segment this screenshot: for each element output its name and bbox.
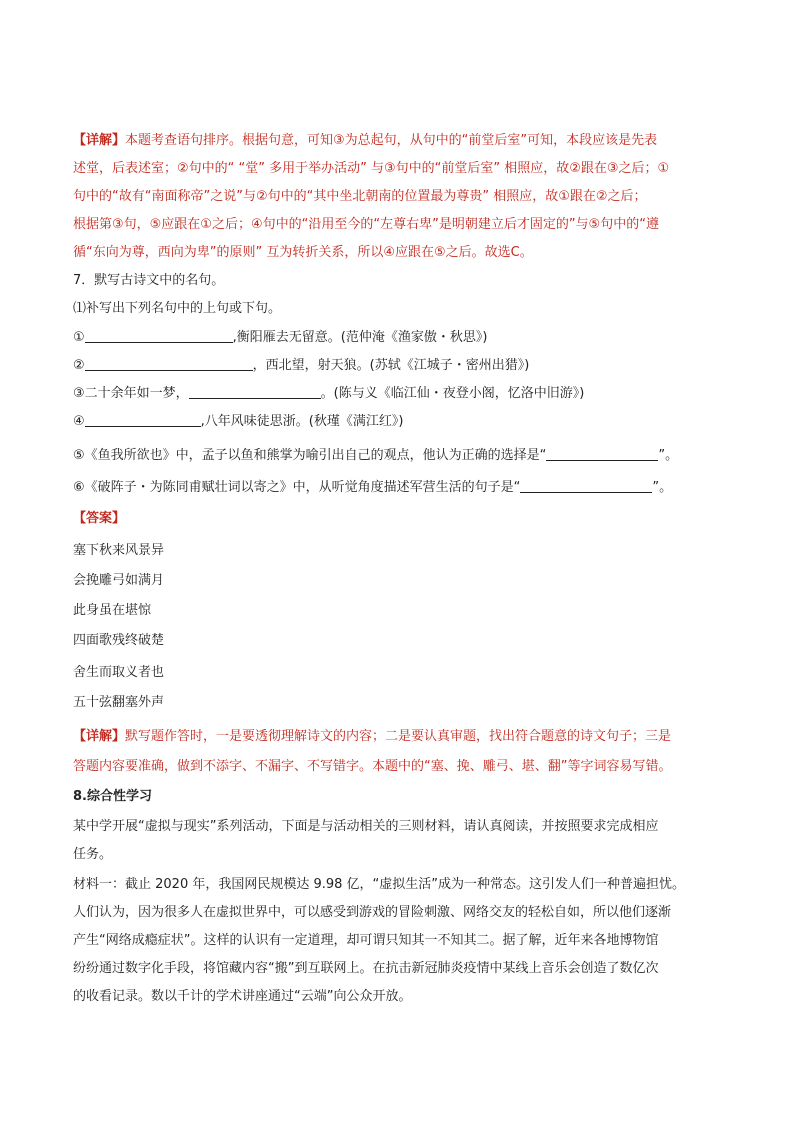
answer-blank-1[interactable] — [85, 328, 233, 343]
q8-title: 8.综合性学习 — [73, 789, 152, 804]
q7-explanation-text-1: 默写题作答时，一是要透彻理解诗文的内容；二是要认真审题，找出符合题意的诗文句子；三是 — [125, 729, 672, 744]
q7-item-2 — [73, 356, 529, 375]
answer-blank-5[interactable] — [546, 446, 658, 461]
answer-item: 四面歌残终破楚 — [73, 633, 165, 648]
q7-item-3 — [73, 384, 584, 403]
material1-line-4: 纷纷通过数字化手段，将馆藏内容“搬”到互联网上。在抗击新冠肺炎疫情中某线上音乐会创造了数亿次 — [73, 961, 659, 976]
q6-explanation-line-3: 句中的“故有“南面称帝”之说”与②句中的“其中坐北朝南的位置最为尊贵” 相照应，故①跟在②之后； — [73, 189, 647, 204]
q7-item-1-text: ,衡阳雁去无留意。(范仲淹《渔家傲・秋思》) — [232, 330, 488, 345]
q7-item-6-text-before: ⑥《破阵子・为陈同甫赋壮词以寄之》中，从听觉角度描述军营生活的句子是“ — [73, 480, 521, 495]
q6-explanation-text-1: 本题考查语句排序。根据句意，可知③为总起句，从句中的“前堂后室”可知，本段应该是先表 — [125, 133, 658, 148]
q7-item-6-text-after: ”。 — [652, 480, 673, 495]
q7-item-4-text: ,八年风味徒思浙。(秋瑾《满江红》) — [200, 414, 404, 429]
q6-explanation-line-4: 根据第③句，⑤应跟在①之后；④句中的“沿用至今的“左尊右卑”是明朝建立后才固定的”与⑤句中的“遵 — [73, 217, 659, 232]
answer-blank-4[interactable] — [85, 412, 201, 427]
answer-item: 会挽雕弓如满月 — [73, 573, 165, 588]
answer-item: 此身虽在堪惊 — [73, 603, 152, 618]
q7-item-3-text-after: 。(陈与义《临江仙・夜登小阁，忆洛中旧游》) — [320, 386, 585, 401]
answer-item: 塞下秋来风景异 — [73, 543, 165, 558]
q6-explanation-line-5: 循“东向为尊，西向为卑”的原则” 互为转折关系，所以④应跟在⑤之后。故选C。 — [73, 245, 533, 260]
q6-explanation-tag: 【详解】 — [73, 133, 126, 148]
q7-title: 7．默写古诗文中的名句。 — [73, 273, 225, 288]
q7-item-5 — [73, 446, 678, 465]
material1-line-5: 的收看记录。数以千计的学术讲座通过“云端”向公众开放。 — [73, 989, 412, 1004]
answer-blank-6[interactable] — [520, 478, 652, 493]
material1-line-1: 材料一：截止 2020 年，我国网民规模达 9.98 亿，“虚拟生活”成为一种常态。这引发人们一种普遍担忧。 — [73, 877, 686, 892]
answer-blank-2[interactable] — [85, 356, 253, 371]
q7-item-1-num: ① — [73, 330, 85, 345]
q6-explanation-line-2: 述堂，后表述室；②句中的“ “堂” 多用于举办活动” 与③句中的“前堂后室” 相照应，故②跟在③之后；① — [73, 161, 670, 176]
q7-item-2-text: ，西北望，射天狼。(苏轼《江城子・密州出猎》) — [252, 358, 530, 373]
q7-item-4-num: ④ — [73, 414, 85, 429]
material1-line-3: 产生“网络成瘾症状”。这样的认识有一定道理，却可谓只知其一不知其二。据了解，近年来各地博物馆 — [73, 933, 659, 948]
answer-tag: 【答案】 — [73, 511, 126, 526]
q7-item-4 — [73, 412, 403, 431]
q8-intro-line-2: 任务。 — [73, 847, 113, 862]
q6-explanation-line-1 — [73, 132, 657, 150]
q7-item-6 — [73, 478, 672, 497]
q7-sub: ⑴补写出下列名句中的上句或下句。 — [73, 301, 282, 316]
q7-explanation-line-2: 答题内容要准确，做到不添字、不漏字、不写错字。本题中的“塞、挽、雕弓、堪、翻”等字词容易写错。 — [73, 759, 672, 774]
q7-item-5-text-after: ”。 — [658, 448, 679, 463]
answer-blank-3[interactable] — [189, 384, 321, 399]
answer-item: 五十弦翻塞外声 — [73, 695, 165, 710]
q7-explanation-tag: 【详解】 — [73, 729, 126, 744]
q7-item-3-text-before: ③二十余年如一梦， — [73, 386, 189, 401]
q7-item-1 — [73, 328, 487, 347]
answer-item: 舍生而取义者也 — [73, 665, 165, 680]
q7-explanation-line-1 — [73, 728, 671, 746]
q7-item-5-text-before: ⑤《鱼我所欲也》中，孟子以鱼和熊掌为喻引出自己的观点，他认为正确的选择是“ — [73, 448, 547, 463]
q7-item-2-num: ② — [73, 358, 85, 373]
material1-line-2: 人们认为，因为很多人在虚拟世界中，可以感受到游戏的冒险刺激、网络交友的轻松自如，所以他们逐渐 — [73, 905, 672, 920]
q8-intro-line-1: 某中学开展“虚拟与现实”系列活动，下面是与活动相关的三则材料，请认真阅读，并按照要求完成相应 — [73, 819, 659, 834]
